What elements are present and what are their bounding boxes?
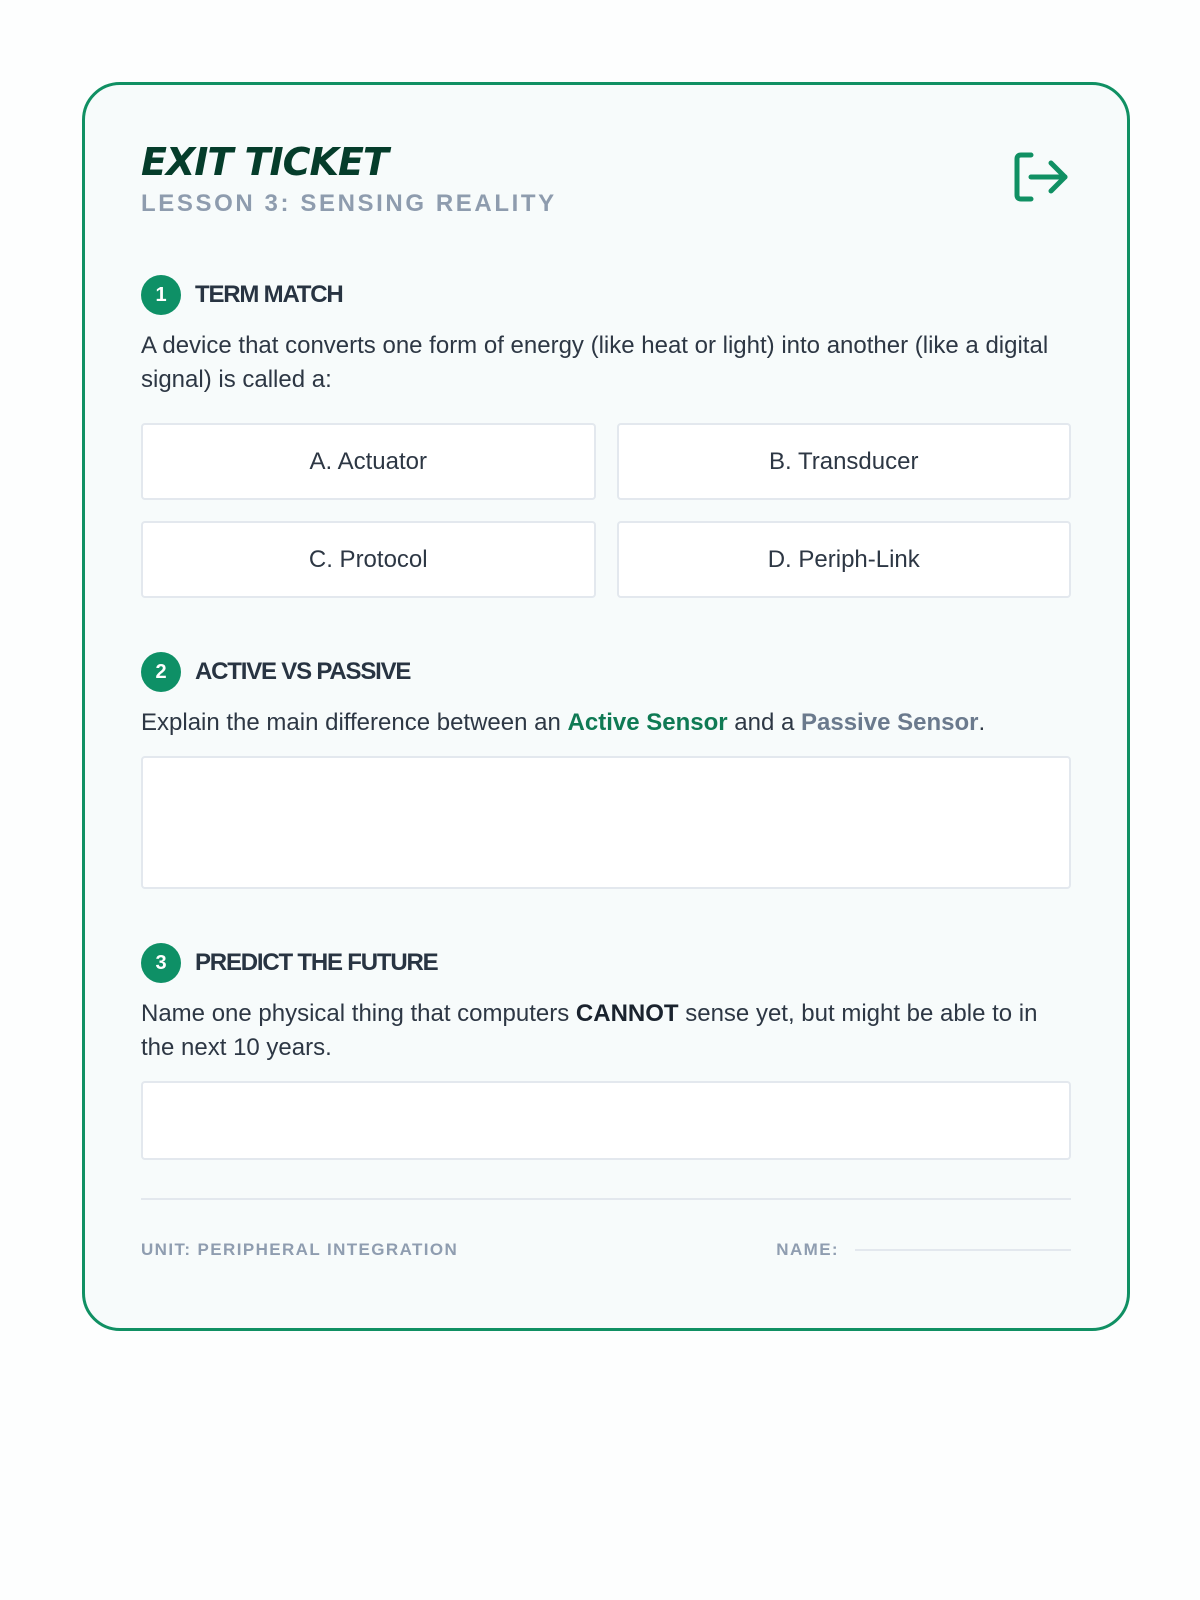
- cannot-emphasis: CANNOT: [575, 1000, 679, 1027]
- question-3-text-end: sense yet, but might be able to in the next 10 years.: [141, 1000, 1038, 1061]
- question-3-text: [141, 997, 1071, 1065]
- answer-options: [141, 423, 1071, 598]
- name-input-line[interactable]: [855, 1249, 1071, 1251]
- question-2-text-middle: and a: [727, 709, 801, 736]
- question-2-text: [141, 706, 1071, 740]
- ticket-header: [141, 85, 1071, 275]
- question-1: [141, 275, 1071, 598]
- question-3-header: [141, 943, 1071, 983]
- question-3-text-start: Name one physical thing that computers: [141, 1000, 576, 1027]
- question-2-text-start: Explain the main difference between an: [141, 709, 568, 736]
- question-3: [141, 943, 1071, 1160]
- footer-row: [141, 1240, 1071, 1260]
- option-a[interactable]: A. Actuator: [141, 423, 596, 500]
- question-3-title: PREDICT THE FUTURE: [195, 949, 438, 976]
- unit-label: UNIT: PERIPHERAL INTEGRATION: [141, 1240, 459, 1259]
- question-number-badge: 2: [141, 652, 181, 692]
- question-1-text: A device that converts one form of energy (like heat or light) into another (like a digital signal) is called a:: [141, 332, 1049, 393]
- option-b[interactable]: B. Transducer: [617, 423, 1072, 500]
- question-number-badge: 3: [141, 943, 181, 983]
- exit-icon[interactable]: [1011, 147, 1071, 207]
- question-2-text-end: .: [978, 709, 986, 736]
- active-sensor-term: Active Sensor: [567, 709, 728, 736]
- name-area: [776, 1240, 1071, 1260]
- question-2-header: [141, 652, 1071, 692]
- option-c[interactable]: C. Protocol: [141, 521, 596, 598]
- passive-sensor-term: Passive Sensor: [801, 709, 979, 736]
- question-number-badge: 1: [141, 275, 181, 315]
- question-1-header: [141, 275, 1071, 315]
- name-label: NAME:: [776, 1240, 839, 1259]
- question-3-answer-field[interactable]: [141, 1081, 1071, 1160]
- question-1-title: TERM MATCH: [195, 281, 343, 308]
- exit-ticket-card: [82, 82, 1130, 1331]
- question-2-answer-field[interactable]: [141, 756, 1071, 889]
- question-2-title: ACTIVE VS PASSIVE: [195, 658, 411, 685]
- question-2: [141, 652, 1071, 889]
- lesson-subtitle: LESSON 3: SENSING REALITY: [141, 190, 557, 217]
- ticket-footer: [141, 1198, 1071, 1260]
- ticket-title: EXIT TICKET: [141, 140, 388, 184]
- option-d[interactable]: D. Periph-Link: [617, 521, 1072, 598]
